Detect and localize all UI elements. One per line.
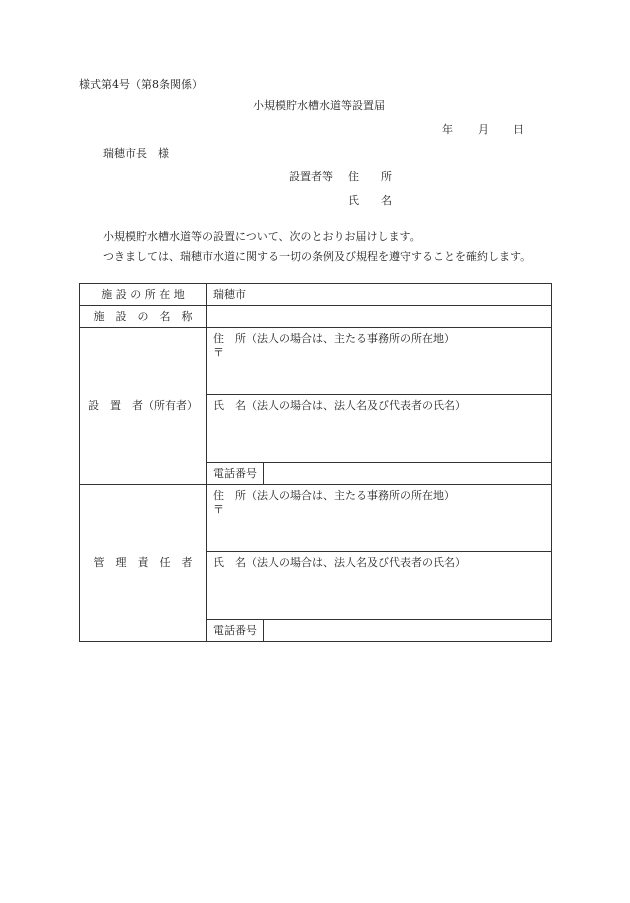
installer-postal-mark: 〒 [213,346,224,359]
installer-phone-row [207,463,552,485]
date-month: 月 [478,123,489,136]
application-table [79,283,552,642]
installer-phone-label: 電話番号 [207,463,264,484]
applicant-name-label: 氏 名 [348,194,392,207]
installer-address-cell[interactable] [207,328,552,395]
date-day: 日 [513,123,524,136]
manager-address-cell[interactable] [207,485,552,552]
facility-name-label: 施 設 の 名 称 [80,306,207,328]
manager-name-cell[interactable] [207,552,552,620]
applicant-address-label: 住 所 [348,170,392,183]
form-number: 様式第4号（第8条関係） [79,78,203,91]
installer-label: 設 置 者（所有者） [80,328,207,485]
manager-address-label: 住 所（法人の場合は、主たる事務所の所在地） [213,489,455,502]
manager-name-label: 氏 名（法人の場合は、法人名及び代表者の氏名） [213,556,466,569]
location-label: 施 設 の 所 在 地 [80,284,207,306]
manager-phone-value[interactable] [264,620,551,641]
installer-name-label: 氏 名（法人の場合は、法人名及び代表者の氏名） [213,399,466,412]
facility-name-value[interactable] [207,306,552,328]
installer-address-label: 住 所（法人の場合は、主たる事務所の所在地） [213,332,455,345]
manager-phone-label: 電話番号 [207,620,264,641]
addressee: 瑞穂市長 様 [103,147,169,160]
installer-phone-value[interactable] [264,463,551,484]
location-value[interactable]: 瑞穂市 [207,284,552,306]
installer-name-cell[interactable] [207,395,552,463]
date-year: 年 [442,123,453,136]
manager-postal-mark: 〒 [213,503,224,516]
form-title: 小規模貯水槽水道等設置届 [253,99,385,112]
body-line-2: つきましては、瑞穂市水道に関する一切の条例及び規程を遵守することを確約します。 [103,250,532,263]
body-line-1: 小規模貯水槽水道等の設置について、次のとおりお届けします。 [103,230,421,243]
manager-label: 管 理 責 任 者 [80,485,207,642]
manager-phone-row [207,620,552,642]
applicant-label: 設置者等 [289,170,333,183]
